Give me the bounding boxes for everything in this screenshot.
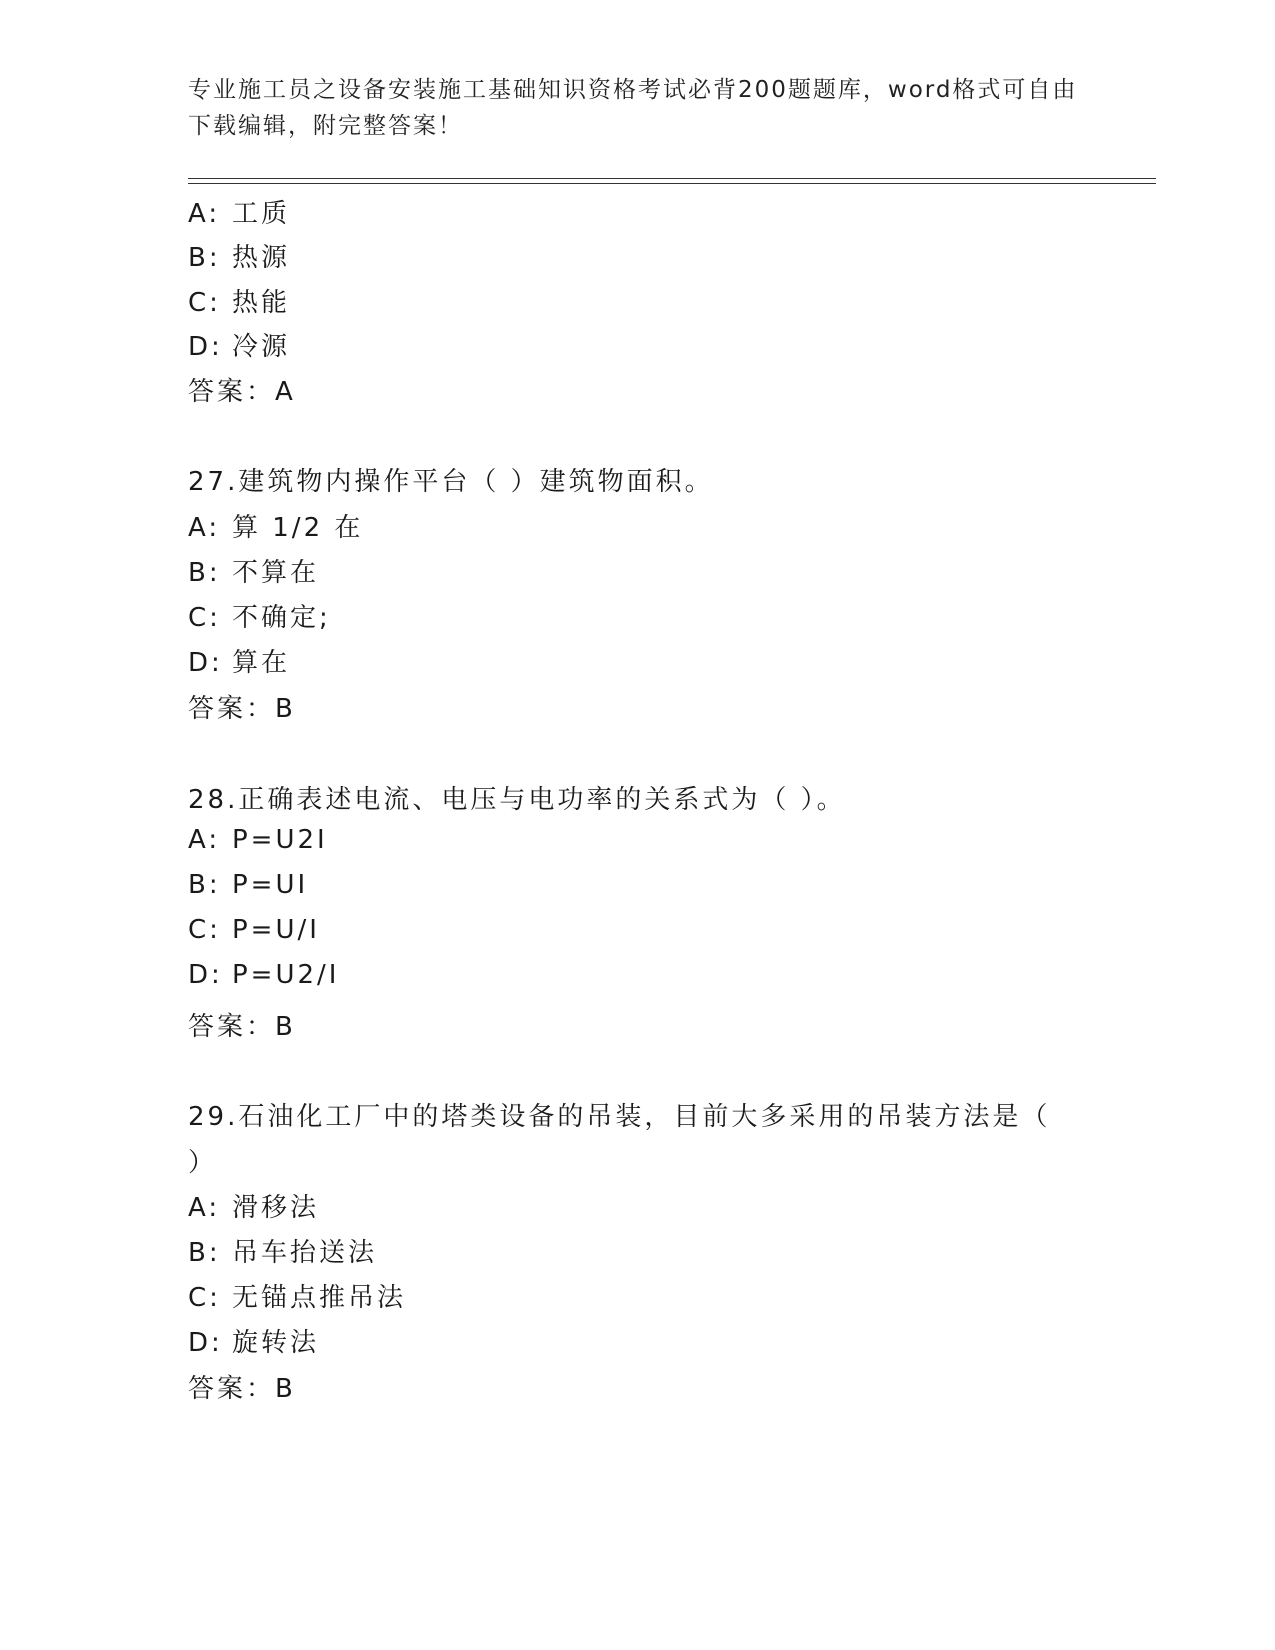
- option-label: B:: [188, 1238, 221, 1268]
- option-text: 不算在: [232, 558, 320, 588]
- option-c: [188, 282, 290, 319]
- option-label: C:: [188, 603, 221, 633]
- option-text: 热能: [232, 288, 291, 318]
- answer-line: 答案：B: [188, 694, 296, 724]
- question-29: 29.石油化工厂中的塔类设备的吊装，目前大多采用的吊装方法是（: [188, 1102, 1051, 1132]
- option-label: B:: [188, 558, 221, 588]
- option-a: [188, 825, 328, 855]
- option-text: 算 1/2 在: [232, 513, 364, 543]
- option-text: 滑移法: [232, 1193, 320, 1223]
- option-text: P=U2/I: [232, 960, 340, 990]
- question-29-continued: ）: [188, 1148, 218, 1178]
- option-text: 算在: [232, 648, 291, 678]
- option-text: P=U/I: [232, 915, 320, 945]
- answer-line: 答案：B: [188, 1012, 296, 1042]
- answer-line: 答案：B: [188, 1374, 296, 1404]
- question-28: 28.正确表述电流、电压与电功率的关系式为（ ）。: [188, 785, 846, 815]
- option-d: [188, 1322, 319, 1359]
- option-d: [188, 642, 290, 679]
- option-label: D:: [188, 960, 223, 990]
- option-text: 冷源: [232, 332, 291, 362]
- option-b: [188, 1232, 377, 1269]
- option-text: 热源: [232, 243, 291, 273]
- option-text: 工质: [232, 199, 291, 229]
- document-header: [188, 72, 1078, 144]
- option-d: [188, 326, 290, 363]
- option-label: D:: [188, 1328, 223, 1358]
- option-text: P=UI: [232, 870, 309, 900]
- option-text: 旋转法: [232, 1328, 320, 1358]
- option-a: [188, 193, 290, 230]
- option-label: C:: [188, 915, 221, 945]
- option-text: P=U2I: [232, 825, 328, 855]
- option-text: 不确定;: [232, 603, 331, 633]
- option-label: B:: [188, 243, 221, 273]
- option-d: [188, 960, 339, 990]
- option-text: 吊车抬送法: [232, 1238, 378, 1268]
- option-b: [188, 552, 319, 589]
- option-label: A:: [188, 199, 221, 229]
- option-a: [188, 507, 363, 544]
- header-line-2: 下载编辑，附完整答案！: [188, 113, 463, 139]
- header-divider-bottom: [188, 183, 1156, 184]
- option-c: [188, 597, 331, 634]
- option-label: D:: [188, 648, 223, 678]
- option-b: [188, 870, 308, 900]
- option-text: 无锚点推吊法: [232, 1283, 407, 1313]
- option-a: [188, 1187, 319, 1224]
- header-line-1: 专业施工员之设备安装施工基础知识资格考试必背200题题库，word格式可自由: [188, 77, 1078, 103]
- option-c: [188, 915, 320, 945]
- option-label: D:: [188, 332, 223, 362]
- option-label: C:: [188, 1283, 221, 1313]
- question-27: 27.建筑物内操作平台（ ）建筑物面积。: [188, 467, 714, 497]
- option-label: A:: [188, 1193, 221, 1223]
- option-label: B:: [188, 870, 221, 900]
- header-divider-top: [188, 178, 1156, 179]
- option-label: A:: [188, 825, 221, 855]
- answer-line: 答案：A: [188, 377, 296, 407]
- option-c: [188, 1277, 406, 1314]
- option-label: A:: [188, 513, 221, 543]
- option-b: [188, 237, 290, 274]
- option-label: C:: [188, 288, 221, 318]
